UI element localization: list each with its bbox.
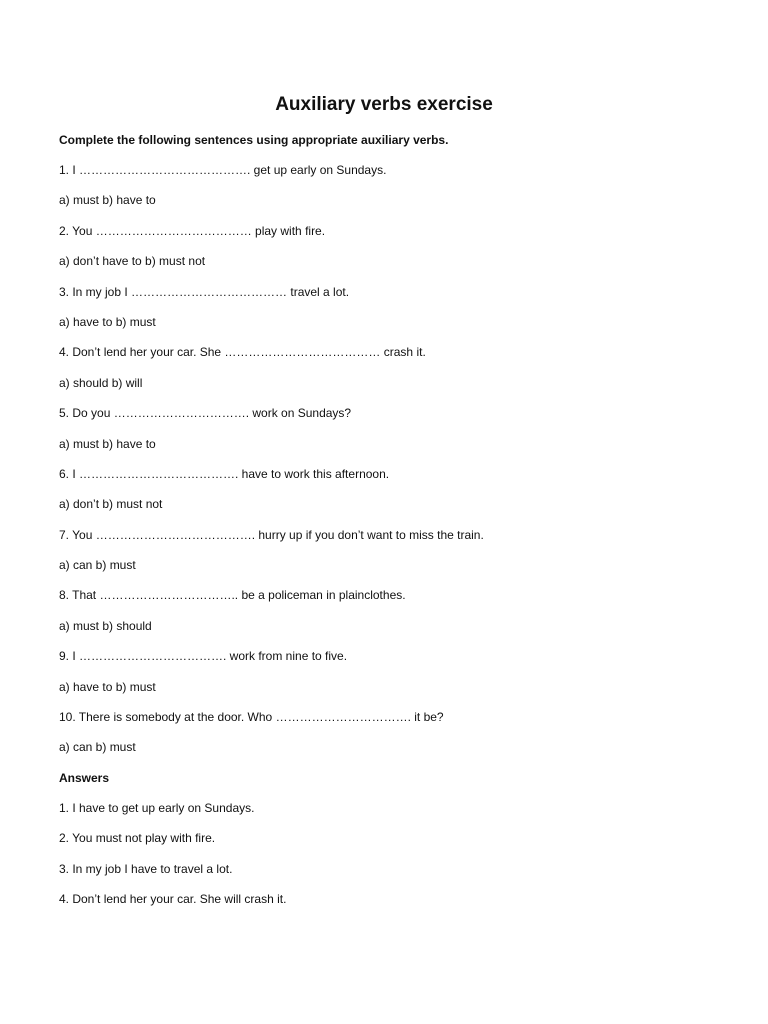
answers-list (59, 800, 286, 922)
answers-heading: Answers (59, 771, 110, 785)
options-9: a) have to b) must (59, 679, 156, 694)
options-8: a) must b) should (59, 618, 152, 633)
options-6: a) don’t b) must not (59, 497, 163, 512)
options-7: a) can b) must (59, 558, 136, 573)
answer-1: 1. I have to get up early on Sundays. (59, 801, 255, 815)
answer-2: 2. You must not play with fire. (59, 831, 216, 846)
question-8: 8. That …………………………….. be a policeman in plainclothes. (59, 588, 406, 603)
answer-4: 4. Don’t lend her your car. She will crash it. (59, 892, 287, 907)
question-7: 7. You …………………………………. hurry up if you don’t want to miss the train. (59, 527, 484, 542)
question-9: 9. I ………………………………. work from nine to five. (59, 649, 348, 664)
instructions: Complete the following sentences using appropriate auxiliary verbs. (59, 133, 449, 147)
options-5: a) must b) have to (59, 436, 156, 451)
question-3: 3. In my job I ………………………………… travel a lot. (59, 284, 350, 299)
answer-3: 3. In my job I have to travel a lot. (59, 861, 233, 876)
options-2: a) don’t have to b) must not (59, 254, 206, 269)
question-5: 5. Do you ……………………………. work on Sundays? (59, 406, 352, 421)
options-10: a) can b) must (59, 740, 136, 755)
question-10: 10. There is somebody at the door. Who ……………………………. it be? (59, 710, 444, 725)
options-1: a) must b) have to (59, 193, 156, 208)
question-4: 4. Don’t lend her your car. She ………………………………… crash it. (59, 345, 426, 360)
exercise-list (59, 162, 484, 770)
question-1: 1. I ……………………………………. get up early on Sundays. (59, 163, 387, 177)
options-4: a) should b) will (59, 375, 143, 390)
question-6: 6. I …………………………………. have to work this afternoon. (59, 466, 390, 481)
question-2: 2. You ………………………………… play with fire. (59, 223, 326, 238)
page-title: Auxiliary verbs exercise (275, 94, 493, 115)
options-3: a) have to b) must (59, 314, 156, 329)
